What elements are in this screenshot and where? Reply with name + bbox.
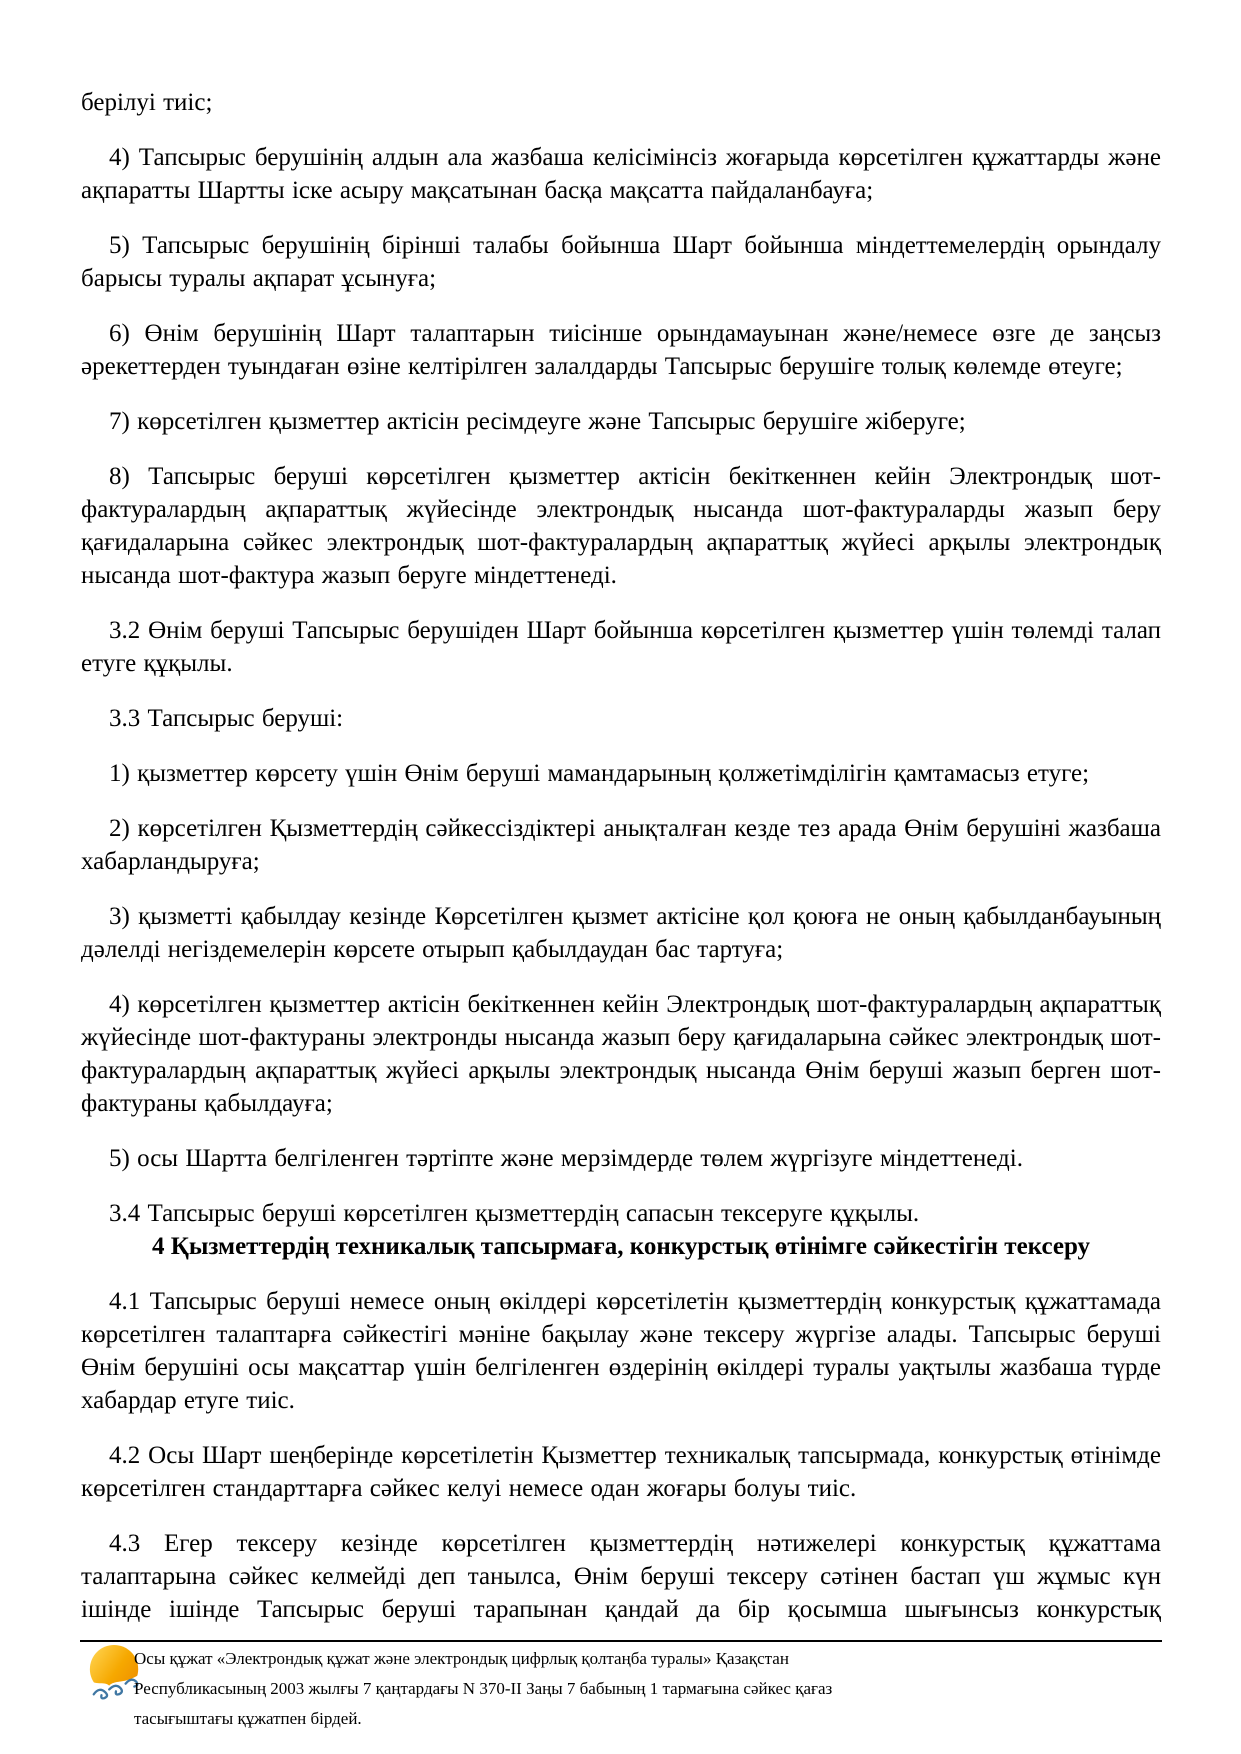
body-paragraph: 4) Тапсырыс берушінің алдын ала жазбаша келісімінсіз жоғарыда көрсетілген құжаттарды және ақпаратты Шартты іске асыру мақсатынан басқа мақсатта пайдаланбауға; <box>81 144 1161 204</box>
body-paragraph: 6) Өнім берушінің Шарт талаптарын тиісінше орындамауынан және/немесе өзге де заңсыз әрекеттерден туындаған өзіне келтірілген залалдарды Тапсырыс берушіге толық көлемде өтеуге; <box>81 320 1161 380</box>
footer-note-line: Республикасының 2003 жылғы 7 қаңтардағы N 370-II Заңы 7 бабының 1 тармағына сәйкес қағаз <box>134 1679 833 1698</box>
body-paragraph: 4.1 Тапсырыс беруші немесе оның өкілдері көрсетілетін қызметтердің конкурстық құжаттамада көрсетілген талаптарға сәйкестігі мәніне бақылау және тексеру жүргізе алады. Тапсырыс беруші Өнім берушіні осы мақсаттар үшін белгіленген өздерінің өкілдері туралы уақтылы жазбаша түрде хабардар етуге тиіс. <box>81 1288 1161 1414</box>
body-paragraph: 5) осы Шартта белгіленген тәртіпте және мерзімдерде төлем жүргізуге міндеттенеді. <box>109 1145 1023 1172</box>
body-paragraph: 3.4 Тапсырыс беруші көрсетілген қызметтердің сапасын тексеруге құқылы. <box>109 1200 920 1227</box>
body-paragraph: 7) көрсетілген қызметтер актісін ресімдеуге және Тапсырыс берушіге жіберуге; <box>109 408 966 435</box>
section-heading: 4 Қызметтердің техникалық тапсырмаға, конкурстық өтінімге сәйкестігін тексеру <box>151 1233 1091 1260</box>
footer-note-line: тасығыштағы құжатпен бірдей. <box>134 1709 362 1728</box>
body-paragraph: 3) қызметті қабылдау кезінде Көрсетілген қызмет актісіне қол қоюға не оның қабылданбауының дәлелді негіздемелерін көрсете отырып қабылдаудан бас тартуға; <box>81 903 1161 963</box>
body-paragraph: 3.2 Өнім беруші Тапсырыс берушіден Шарт бойынша көрсетілген қызметтер үшін төлемді талап етуге құқылы. <box>81 617 1161 677</box>
body-paragraph: 1) қызметтер көрсету үшін Өнім беруші мамандарының қолжетімділігін қамтамасыз етуге; <box>109 760 1090 787</box>
document-body <box>81 86 1161 1626</box>
footer-note <box>134 1644 1034 1734</box>
body-paragraph: 4) көрсетілген қызметтер актісін бекіткеннен кейін Электрондық шот-фактуралардың ақпараттық жүйесінде шот-фактураны электронды нысанда жазып беру қағидаларына сәйкес электрондық шот-фактуралардың ақпараттық жүйесі арқылы электрондық нысанда Өнім беруші жазып берген шот-фактураны қабылдауға; <box>81 991 1161 1117</box>
body-paragraph: 8) Тапсырыс беруші көрсетілген қызметтер актісін бекіткеннен кейін Электрондық шот-фактуралардың ақпараттық жүйесінде электрондық нысанда шот-фактураларды жазып беру қағидаларына сәйкес электрондық шот-фактуралардың ақпараттық жүйесі арқылы электрондық нысанда шот-фактура жазып беруге міндеттенеді. <box>81 463 1161 589</box>
footer-note-line: Осы құжат «Электрондық құжат және электрондық цифрлық қолтаңба туралы» Қазақстан <box>134 1649 789 1668</box>
body-paragraph: 5) Тапсырыс берушінің бірінші талабы бойынша Шарт бойынша міндеттемелердің орындалу барысы туралы ақпарат ұсынуға; <box>81 232 1161 292</box>
body-paragraph: 4.2 Осы Шарт шеңберінде көрсетілетін Қызметтер техникалық тапсырмада, конкурстық өтінімде көрсетілген стандарттарға сәйкес келуі немесе одан жоғары болуы тиіс. <box>81 1442 1161 1502</box>
body-paragraph: берілуі тиіс; <box>81 89 213 116</box>
body-paragraph: 3.3 Тапсырыс беруші: <box>109 705 344 732</box>
footer-separator-line <box>80 1640 1162 1642</box>
body-paragraph: 2) көрсетілген Қызметтердің сәйкессіздіктері анықталған кезде тез арада Өнім берушіні жазбаша хабарландыруға; <box>81 815 1161 875</box>
body-paragraph: 4.3 Егер тексеру кезінде көрсетілген қызметтердің нәтижелері конкурстық құжаттама талаптарына сәйкес келмейді деп танылса, Өнім беруші тексеру сәтінен бастап үш жұмыс күн ішінде ішінде Тапсырыс беруші тарапынан қандай да бір қосымша шығынсыз конкурстық <box>81 1530 1161 1623</box>
